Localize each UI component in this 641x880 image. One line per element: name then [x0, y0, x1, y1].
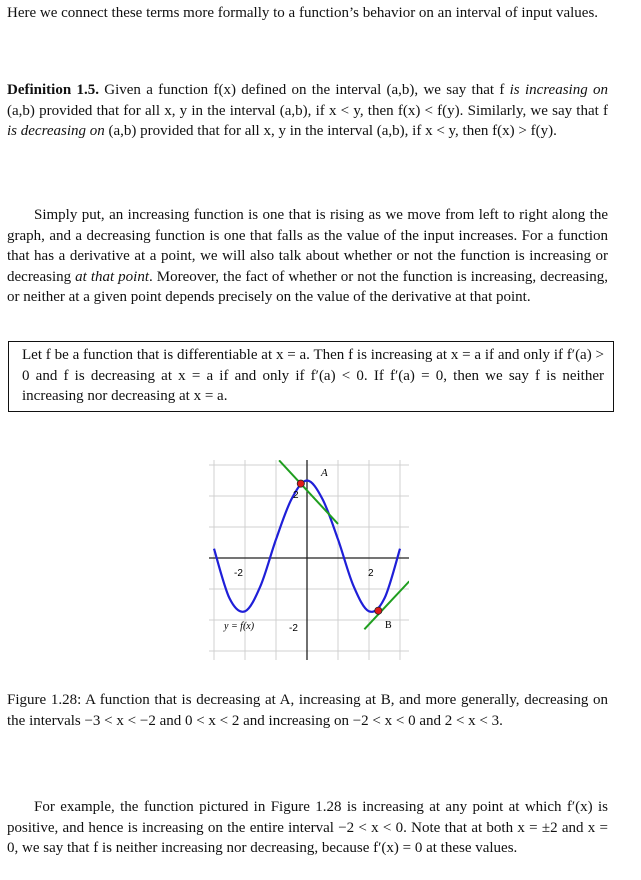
simply-text-2: . Moreover, the fact of whether or not the function is increasing, decreasing, or neither at a given point depends precisely on the value of the derivative at that point. — [7, 268, 608, 305]
theorem-box: Let f be a function that is differentiable at x = a. Then f is increasing at x = a if and only if f′(a) > 0 and f is decreasing at x = a if and only if f′(a) < 0. If f′(a) = 0, then we say f is neither increasing nor decreasing at x = a. — [8, 341, 614, 412]
label-point-a: A — [321, 467, 328, 479]
intro-paragraph: Here we connect these terms more formally to a function’s behavior on an interval of input values. — [7, 5, 599, 21]
figure-1-28-graph — [209, 460, 409, 660]
definition-text-1: Given a function f(x) defined on the interval (a,b), we say that f — [98, 82, 510, 98]
definition-label: Definition 1.5. — [7, 82, 99, 98]
figure-caption: Figure 1.28: A function that is decreasing at A, increasing at B, and more generally, decreasing on the intervals −3 < x < −2 and 0 < x < 2 and increasing on −2 < x < 0 and 2 < x < 3. — [7, 692, 608, 729]
y-tick-label-neg: -2 — [289, 623, 298, 634]
x-tick-label-pos: 2 — [368, 568, 374, 579]
simply-emphasis: at that point — [75, 268, 149, 285]
example-paragraph: For example, the function pictured in Figure 1.28 is increasing at any point at which f′(x) is positive, and hence is increasing on the entire interval −2 < x < 0. Note that at both x = ±2 and x = 0, we say that f is neither increasing nor decreasing, because f′(x) = 0 at these values. — [7, 799, 608, 856]
point-a — [297, 480, 304, 487]
function-label: y = f(x) — [224, 621, 255, 632]
term-increasing: is increasing on — [509, 82, 609, 98]
label-point-b: B — [385, 620, 392, 631]
definition-1-5 — [7, 80, 608, 142]
x-tick-label-neg: -2 — [234, 568, 243, 579]
y-tick-label-pos: 2 — [293, 490, 299, 501]
simply-put-paragraph — [7, 205, 608, 308]
definition-text-2: (a,b) provided that for all x, y in the interval (a,b), if x < y, then f(x) < f(y). Similarly, we say that f — [7, 102, 608, 119]
simply-text-1: Simply put, an increasing function is one that is rising as we move from left to right along the graph, and a decreasing function is one that falls as the value of the input increases. For a function that has a derivative at a point, we will also talk about whether or not the function is increasing or decreasing — [7, 207, 608, 285]
tangent-line-a — [279, 460, 338, 524]
definition-text-3: (a,b) provided that for all x, y in the interval (a,b), if x < y, then f(x) > f(y). — [104, 123, 557, 139]
term-decreasing: is decreasing on — [7, 123, 105, 139]
point-b — [375, 607, 382, 614]
